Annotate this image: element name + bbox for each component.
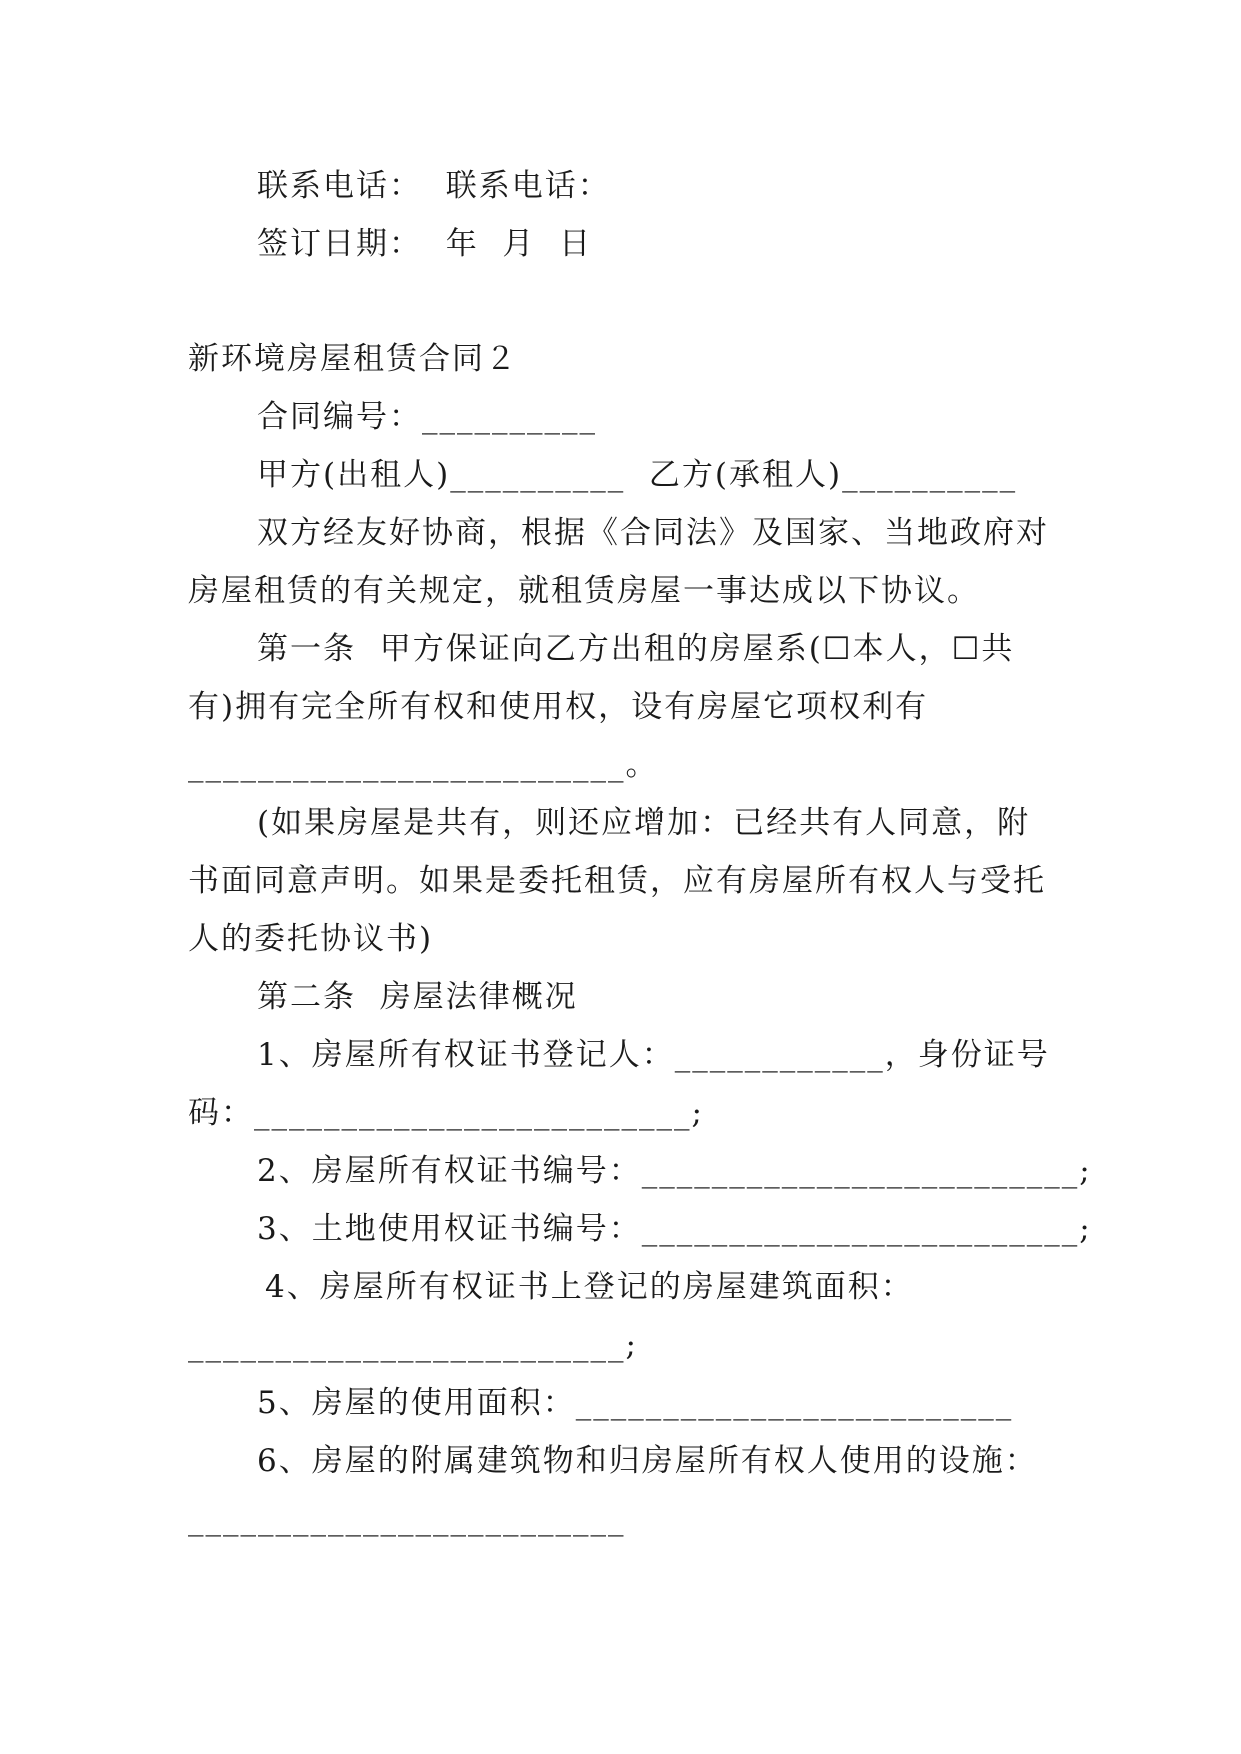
note-line-3: 人的委托协议书) (188, 921, 434, 957)
item-5-line: 5、房屋的使用面积：_________________________ (257, 1385, 1014, 1421)
contact-phone-line: 联系电话： 联系电话： (257, 168, 611, 204)
item-3-line: 3、土地使用权证书编号：_________________________; (257, 1211, 1092, 1247)
preamble-line-2: 房屋租赁的有关规定，就租赁房屋一事达成以下协议。 (188, 573, 980, 609)
signing-date-line: 签订日期： 年 月 日 (257, 226, 593, 262)
article-1-line-3: _________________________。 (188, 747, 659, 783)
article-1-line-1: 第一条 甲方保证向乙方出租的房屋系(☐本人，☐共 (257, 631, 1015, 667)
preamble-line-1: 双方经友好协商，根据《合同法》及国家、当地政府对 (257, 515, 1049, 551)
article-2-heading: 第二条 房屋法律概况 (257, 979, 578, 1015)
item-6-line-2: _________________________ (188, 1501, 626, 1537)
item-2-line: 2、房屋所有权证书编号：_________________________; (257, 1153, 1092, 1189)
item-1-line-1: 1、房屋所有权证书登记人：____________，身份证号 (257, 1037, 1050, 1073)
item-1-line-2: 码：_________________________; (188, 1095, 704, 1131)
document-title: 新环境房屋租赁合同２ (188, 341, 518, 377)
contract-number-line: 合同编号：__________ (257, 399, 597, 435)
item-4-line-1: 4、房屋所有权证书上登记的房屋建筑面积： (265, 1269, 914, 1305)
note-line-2: 书面同意声明。如果是委托租赁，应有房屋所有权人与受托 (188, 863, 1046, 899)
article-1-line-2: 有)拥有完全所有权和使用权，设有房屋它项权利有 (188, 689, 929, 725)
note-line-1: (如果房屋是共有，则还应增加：已经共有人同意，附 (257, 805, 1031, 841)
item-4-line-2: _________________________; (188, 1327, 638, 1363)
parties-line: 甲方(出租人)__________ 乙方(承租人)__________ (257, 457, 1018, 493)
item-6-line-1: 6、房屋的附属建筑物和归房屋所有权人使用的设施： (257, 1443, 1038, 1479)
